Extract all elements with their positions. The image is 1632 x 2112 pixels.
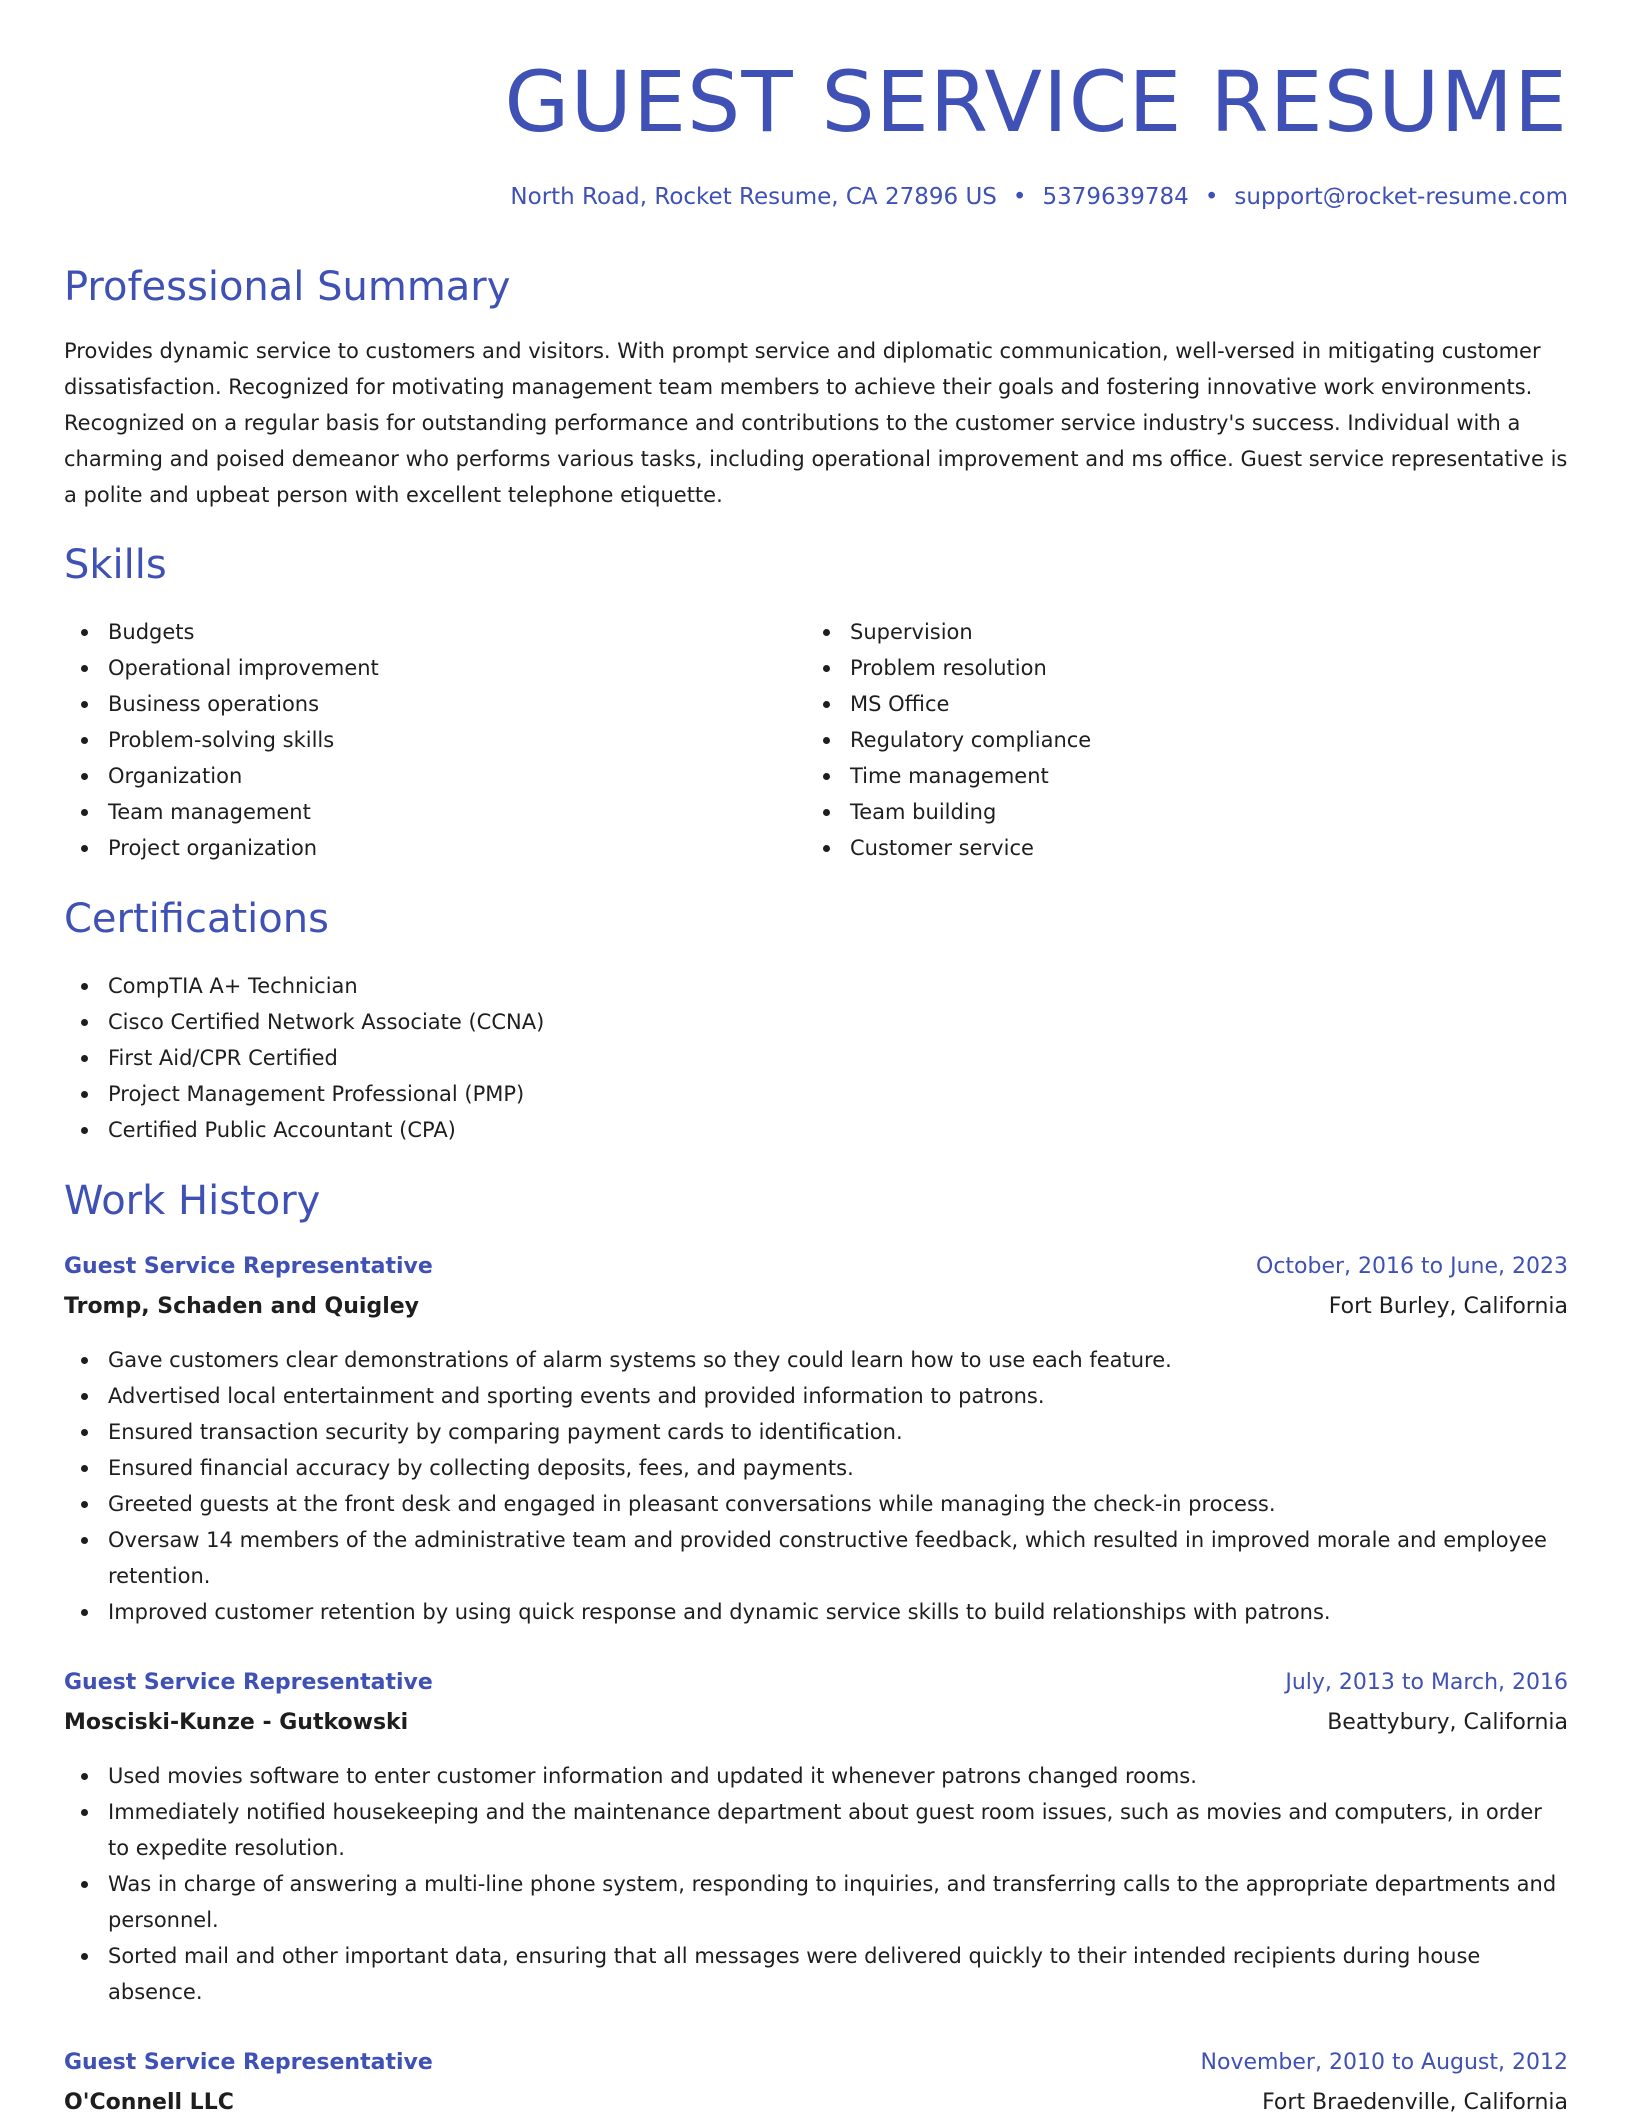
job-header [64, 1249, 1568, 1329]
skill-item: Team management [64, 794, 764, 830]
skill-item: Business operations [64, 686, 764, 722]
certification-item: Certified Public Accountant (CPA) [64, 1112, 1568, 1148]
contact-email[interactable]: support@rocket-resume.com [1234, 184, 1568, 210]
certifications-heading: Certifications [64, 896, 329, 942]
job-bullet: Ensured transaction security by comparing payment cards to identification. [64, 1414, 1568, 1450]
skill-item: Team building [806, 794, 1506, 830]
skills-heading: Skills [64, 542, 167, 588]
job-dates: October, 2016 to June, 2023 [1256, 1254, 1568, 1279]
job-bullet: Sorted mail and other important data, ensuring that all messages were delivered quickly to their intended recipients during house absence. [64, 1938, 1568, 2010]
job-bullet: Advertised local entertainment and sporting events and provided information to patrons. [64, 1378, 1568, 1414]
job-bullet: Immediately notified housekeeping and the maintenance department about guest room issues, such as movies and computers, in order to expedite resolution. [64, 1794, 1568, 1866]
skill-item: Time management [806, 758, 1506, 794]
job-dates: November, 2010 to August, 2012 [1200, 2050, 1568, 2075]
contact-phone: 5379639784 [1042, 184, 1189, 210]
job-location: Beattybury, California [1327, 1710, 1568, 1735]
contact-address: North Road, Rocket Resume, CA 27896 US [510, 184, 997, 210]
resume-page [64, 0, 1568, 2112]
job-dates: July, 2013 to March, 2016 [1285, 1670, 1568, 1695]
job-bullet: Was in charge of answering a multi-line phone system, responding to inquiries, and transferring calls to the appropriate departments and personnel. [64, 1866, 1568, 1938]
work-history-heading: Work History [64, 1178, 321, 1224]
job-bullets [64, 1342, 1568, 1630]
summary-heading: Professional Summary [64, 264, 511, 310]
job-location: Fort Braedenville, California [1262, 2090, 1568, 2112]
summary-text: Provides dynamic service to customers and visitors. With prompt service and diplomatic communication, well-versed in mitigating customer dissatisfaction. Recognized for motivating management team members to achieve their goals and fostering innovative work environments. Recognized on a regular basis for outstanding performance and contributions to the customer service industry's success. Individual with a charming and poised demeanor who performs various tasks, including operational improvement and ms office. Guest service representative is a polite and upbeat person with excellent telephone etiquette. [64, 339, 1568, 507]
skill-item: Problem resolution [806, 650, 1506, 686]
job-header [64, 1665, 1568, 1745]
skill-item: Customer service [806, 830, 1506, 866]
certification-item: CompTIA A+ Technician [64, 968, 1568, 1004]
job-title: Guest Service Representative [64, 1254, 433, 1279]
skill-item: Operational improvement [64, 650, 764, 686]
skill-item: Problem-solving skills [64, 722, 764, 758]
skill-item: Organization [64, 758, 764, 794]
job-bullets [64, 1758, 1568, 2010]
job-bullet: Gave customers clear demonstrations of alarm systems so they could learn how to use each feature. [64, 1342, 1568, 1378]
job-title: Guest Service Representative [64, 1670, 433, 1695]
certification-item: First Aid/CPR Certified [64, 1040, 1568, 1076]
skill-item: MS Office [806, 686, 1506, 722]
skills-list-right [806, 614, 1506, 866]
job-header [64, 2045, 1568, 2112]
skill-item: Regulatory compliance [806, 722, 1506, 758]
skill-item: Budgets [64, 614, 764, 650]
job-bullet: Oversaw 14 members of the administrative team and provided constructive feedback, which resulted in improved morale and employee retention. [64, 1522, 1568, 1594]
skill-item: Project organization [64, 830, 764, 866]
job-bullet: Improved customer retention by using quick response and dynamic service skills to build relationships with patrons. [64, 1594, 1568, 1630]
job-bullet: Greeted guests at the front desk and engaged in pleasant conversations while managing the check-in process. [64, 1486, 1568, 1522]
job-title: Guest Service Representative [64, 2050, 433, 2075]
job-company: O'Connell LLC [64, 2090, 234, 2112]
contact-separator: • [1012, 184, 1027, 210]
skill-item: Supervision [806, 614, 1506, 650]
job-location: Fort Burley, California [1328, 1294, 1568, 1319]
contact-line [510, 180, 1568, 214]
certifications-list [64, 968, 1568, 1148]
job-bullet: Used movies software to enter customer information and updated it whenever patrons changed rooms. [64, 1758, 1568, 1794]
resume-title: GUEST SERVICE RESUME [504, 53, 1568, 151]
contact-separator: • [1204, 184, 1219, 210]
certification-item: Cisco Certified Network Associate (CCNA) [64, 1004, 1568, 1040]
job-company: Mosciski-Kunze - Gutkowski [64, 1710, 409, 1735]
job-company: Tromp, Schaden and Quigley [64, 1294, 419, 1319]
skills-list-left [64, 614, 764, 866]
job-bullet: Ensured financial accuracy by collecting deposits, fees, and payments. [64, 1450, 1568, 1486]
certification-item: Project Management Professional (PMP) [64, 1076, 1568, 1112]
